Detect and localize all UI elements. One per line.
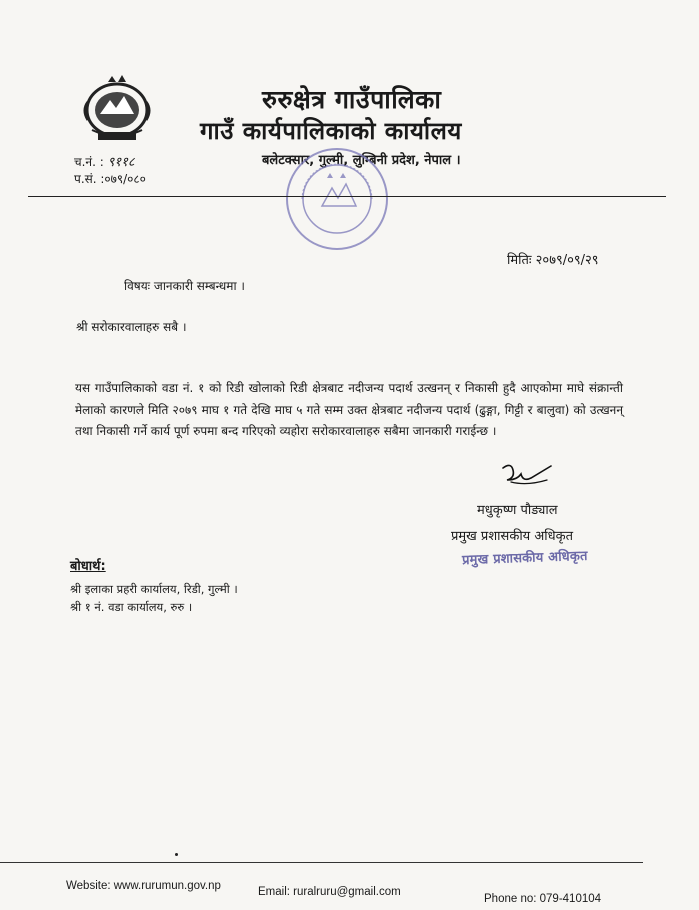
office-subtitle: गाउँ कार्यपालिकाको कार्यालय (200, 117, 462, 145)
signatory-name: मधुकृष्ण पौड्याल (477, 503, 558, 518)
cc-item: श्री इलाका प्रहरी कार्यालय, रिडी, गुल्मी । (70, 582, 238, 596)
nepal-emblem-icon (78, 72, 156, 144)
footer-email: Email: ruralruru@gmail.com (258, 886, 401, 898)
letter-date: मितिः २०७९/०९/२९ (507, 253, 599, 268)
office-stamp-icon (282, 144, 392, 254)
header-divider (28, 196, 666, 197)
signatory-title: प्रमुख प्रशासकीय अधिकृत (451, 529, 574, 544)
fiscal-year: प.सं. :०७९/०८० (74, 172, 146, 186)
letter-body: यस गाउँपालिकाको वडा नं. १ को रिडी खोलाको रिडी क्षेत्रबाट नदीजन्य पदार्थ उत्खनन् र निकासी हुदै आएकोमा माघे संक्रान्ती मेलाको कारणले मिति २०७९ माघ १ गते देखि माघ ५ गते सम्म उक्त क्षेत्रबाट नदीजन्य पदार्थ (ढुङ्गा, गिट्टी र बालुवा) को उत्खनन् तथा निकासी गर्ने कार्य पूर्ण रुपमा बन्द गरिएको व्यहोरा सरोकारवालाहरु सबैमा जानकारी गराईन्छ । (75, 381, 623, 438)
office-address: बलेटक्सार, गुल्मी, लुम्बिनी प्रदेश, नेपाल । (262, 153, 461, 168)
office-name: रुरुक्षेत्र गाउँपालिका (262, 85, 442, 114)
signatory-seal: प्रमुख प्रशासकीय अधिकृत (461, 548, 588, 569)
signature-icon (497, 458, 557, 490)
footer-website: Website: www.rurumun.gov.np (66, 880, 221, 892)
letter-number-value: ९११८ (107, 155, 135, 170)
letter-number (74, 152, 135, 170)
ink-speck (175, 853, 178, 856)
cc-item: श्री १ नं. वडा कार्यालय, रुरु । (70, 600, 193, 614)
footer-phone: Phone no: 079-410104 (484, 893, 602, 905)
letter-salutation: श्री सरोकारवालाहरु सबै । (76, 320, 187, 334)
cc-heading: बोधार्थ: (70, 559, 106, 574)
letter-number-label: च.नं. : (74, 155, 104, 169)
footer-divider (0, 862, 643, 863)
letter-subject: विषयः जानकारी सम्बन्धमा । (124, 279, 245, 293)
